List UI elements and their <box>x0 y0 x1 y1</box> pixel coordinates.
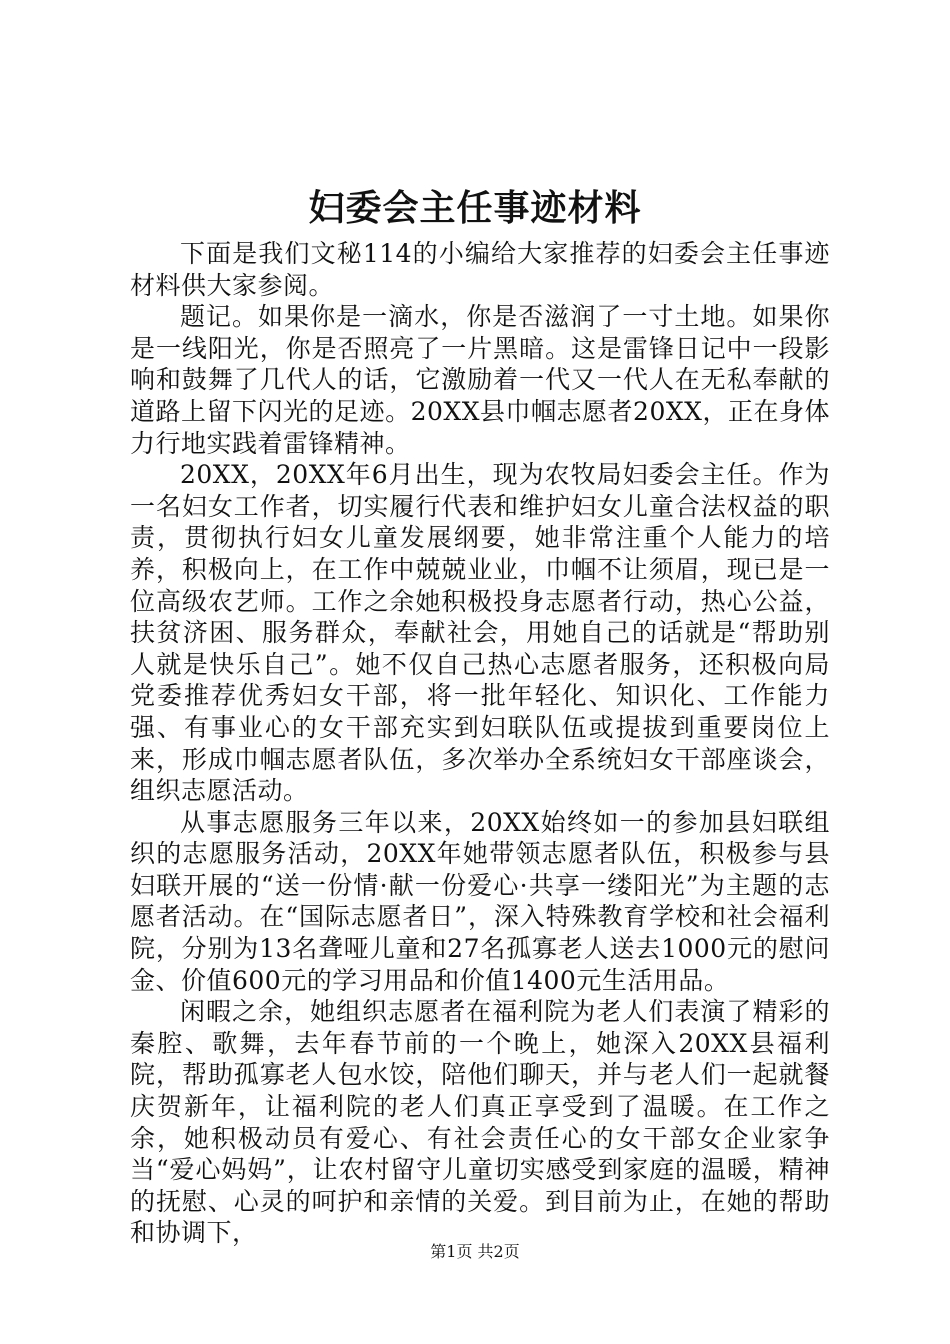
paragraph-volunteer-service: 从事志愿服务三年以来，20XX始终如一的参加县妇联组织的志愿服务活动，20XX年她带领志愿者队伍，积极参与县妇联开展的“送一份情·献一份爱心·共享一缕阳光”为主题的志愿者活动。在“国际志愿者日”，深入特殊教育学校和社会福利院，分别为13名聋哑儿童和27名孤寡老人送去1000元的慰问金、价值600元的学习用品和价值1400元生活用品。 <box>130 807 830 995</box>
document-body <box>130 238 830 1249</box>
document-title: 妇委会主任事迹材料 <box>308 187 642 229</box>
paragraph-epigraph: 题记。如果你是一滴水，你是否滋润了一寸土地。如果你是一线阳光，你是否照亮了一片黑暗。这是雷锋日记中一段影响和鼓舞了几代人的话，它激励着一代又一代人在无私奉献的道路上留下闪光的足迹。20XX县巾帼志愿者20XX，正在身体力行地实践着雷锋精神。 <box>130 302 830 458</box>
paragraph-welfare-activities: 闲暇之余，她组织志愿者在福利院为老人们表演了精彩的秦腔、歌舞，去年春节前的一个晚上，她深入20XX县福利院，帮助孤寡老人包水饺，陪他们聊天，并与老人们一起就餐庆贺新年，让福利院的老人们真正享受到了温暖。在工作之余，她积极动员有爱心、有社会责任心的女干部女企业家争当“爱心妈妈”，让农村留守儿童切实感受到家庭的温暖，精神的抚慰、心灵的呵护和亲情的关爱。到目前为止，在她的帮助和协调下， <box>130 997 830 1248</box>
paragraph-profile: 20XX，20XX年6月出生，现为农牧局妇委会主任。作为一名妇女工作者，切实履行代表和维护妇女儿童合法权益的职责，贯彻执行妇女儿童发展纲要，她非常注重个人能力的培养，积极向上，在工作中兢兢业业，巾帼不让须眉，现已是一位高级农艺师。工作之余她积极投身志愿者行动，热心公益，扶贫济困、服务群众，奉献社会，用她自己的话就是“帮助别人就是快乐自己”。她不仅自己热心志愿者服务，还积极向局党委推荐优秀妇女干部，将一批年轻化、知识化、工作能力强、有事业心的女干部充实到妇联队伍或提拔到重要岗位上来，形成巾帼志愿者队伍，多次举办全系统妇女干部座谈会，组织志愿活动。 <box>130 460 830 806</box>
page-footer: 第1页 共2页 <box>430 1242 520 1261</box>
paragraph-intro: 下面是我们文秘114的小编给大家推荐的妇委会主任事迹材料供大家参阅。 <box>130 239 830 300</box>
